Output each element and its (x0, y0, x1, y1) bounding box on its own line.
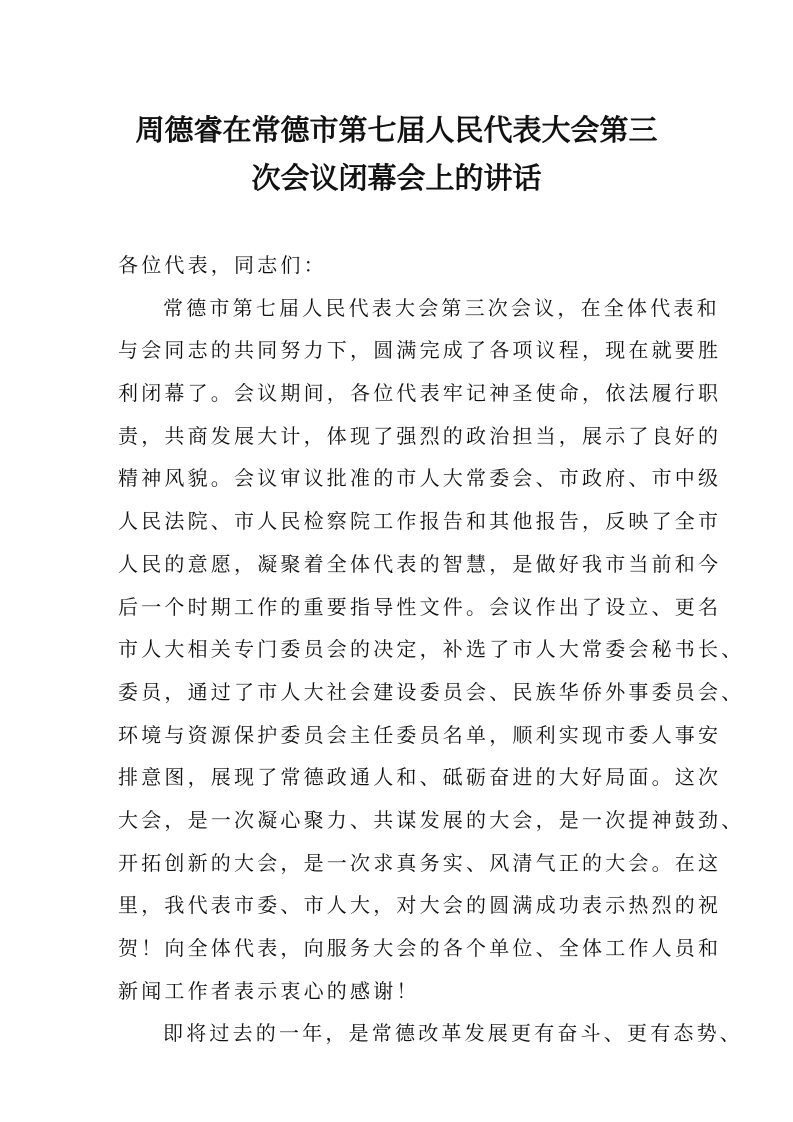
title-line-2: 次会议闭幕会上的讲话 (251, 161, 542, 195)
text-line: 责，共商发展大计，体现了强烈的政治担当，展示了良好的 (118, 423, 722, 448)
text-line: 人民的意愿，凝聚着全体代表的智慧，是做好我市当前和今 (118, 551, 722, 576)
title-line-1: 周德睿在常德市第七届人民代表大会第三 (135, 113, 658, 147)
document-title (0, 106, 793, 202)
text-line: 人民法院、市人民检察院工作报告和其他报告，反映了全市 (118, 509, 722, 534)
text-line: 常德市第七届人民代表大会第三次会议，在全体代表和 (163, 295, 720, 320)
text-line: 委员，通过了市人大社会建设委员会、民族华侨外事委员会、 (118, 679, 745, 704)
text-line: 利闭幕了。会议期间，各位代表牢记神圣使命，依法履行职 (118, 381, 722, 406)
text-line: 精神风貌。会议审议批准的市人大常委会、市政府、市中级 (118, 466, 722, 491)
text-line: 排意图，展现了常德政通人和、砥砺奋进的大好局面。这次 (118, 765, 722, 790)
text-line: 开拓创新的大会，是一次求真务实、风清气正的大会。在这 (118, 850, 722, 875)
text-line: 后一个时期工作的重要指导性文件。会议作出了设立、更名 (118, 594, 722, 619)
greeting: 各位代表，同志们： (118, 253, 327, 277)
body-text (118, 287, 745, 1055)
text-line: 即将过去的一年，是常德改革发展更有奋斗、更有态势、 (163, 1021, 743, 1046)
text-line: 市人大相关专门委员会的决定，补选了市人大常委会秘书长、 (118, 637, 745, 662)
text-line: 贺！向全体代表，向服务大会的各个单位、全体工作人员和 (118, 936, 722, 960)
text-line: 环境与资源保护委员会主任委员名单，顺利实现市委人事安 (118, 722, 722, 747)
text-line: 大会，是一次凝心聚力、共谋发展的大会，是一次提神鼓劲、 (118, 807, 745, 832)
text-line: 里，我代表市委、市人大，对大会的圆满成功表示热烈的祝 (118, 893, 722, 918)
text-line: 与会同志的共同努力下，圆满完成了各项议程，现在就要胜 (118, 338, 722, 363)
text-line: 新闻工作者表示衷心的感谢！ (118, 978, 420, 1003)
document-body (118, 244, 745, 1055)
